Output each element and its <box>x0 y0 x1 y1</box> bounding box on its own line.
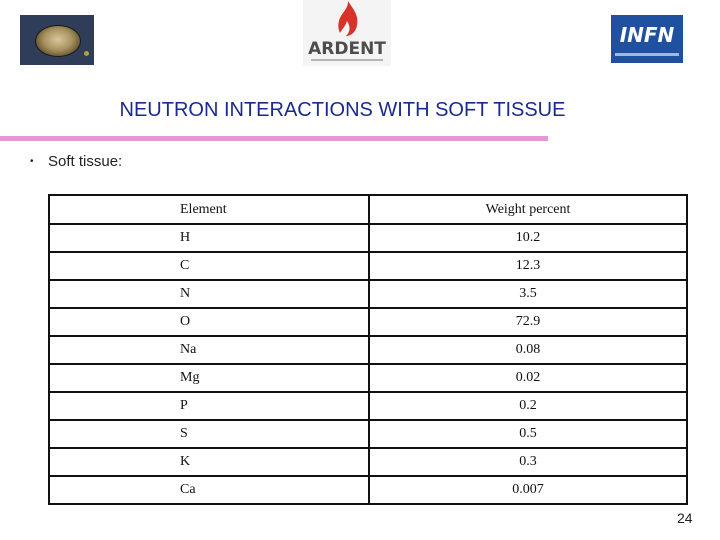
table-row <box>49 224 687 252</box>
element-cell: N <box>49 280 369 308</box>
ardent-wordmark: ARDENT <box>308 39 386 59</box>
infn-wordmark: INFN <box>619 23 675 47</box>
table-row <box>49 476 687 504</box>
weight-cell: 0.3 <box>369 448 687 476</box>
element-cell: S <box>49 420 369 448</box>
weight-cell: 0.5 <box>369 420 687 448</box>
table-row <box>49 252 687 280</box>
element-cell: Na <box>49 336 369 364</box>
ardent-logo <box>303 0 391 66</box>
table-row <box>49 336 687 364</box>
page-title: NEUTRON INTERACTIONS WITH SOFT TISSUE <box>119 99 566 121</box>
bullet-icon: • <box>30 156 34 167</box>
element-cell: C <box>49 252 369 280</box>
weight-cell: 0.007 <box>369 476 687 504</box>
flame-icon <box>337 1 359 37</box>
element-cell: O <box>49 308 369 336</box>
element-cell: P <box>49 392 369 420</box>
infn-logo <box>611 15 683 63</box>
medal-coin-icon <box>35 25 81 57</box>
medal-dot-icon <box>84 51 89 56</box>
medal-logo <box>20 15 94 65</box>
weight-cell: 10.2 <box>369 224 687 252</box>
table-row <box>49 308 687 336</box>
element-cell: Ca <box>49 476 369 504</box>
bullet-text: Soft tissue: <box>48 153 123 170</box>
composition-table <box>48 194 688 505</box>
table-header-row <box>49 195 687 224</box>
table-row <box>49 280 687 308</box>
element-cell: Mg <box>49 364 369 392</box>
infn-tagline <box>615 53 679 56</box>
element-cell: H <box>49 224 369 252</box>
weight-cell: 0.02 <box>369 364 687 392</box>
ardent-tagline <box>311 59 383 61</box>
table-row <box>49 364 687 392</box>
weight-cell: 72.9 <box>369 308 687 336</box>
weight-cell: 12.3 <box>369 252 687 280</box>
weight-cell: 0.2 <box>369 392 687 420</box>
element-cell: K <box>49 448 369 476</box>
header-weight-percent: Weight percent <box>369 195 687 224</box>
header-element: Element <box>49 195 369 224</box>
title-divider <box>0 136 548 141</box>
page-number: 24 <box>677 510 693 526</box>
weight-cell: 3.5 <box>369 280 687 308</box>
table-row <box>49 420 687 448</box>
table-row <box>49 392 687 420</box>
table-row <box>49 448 687 476</box>
weight-cell: 0.08 <box>369 336 687 364</box>
